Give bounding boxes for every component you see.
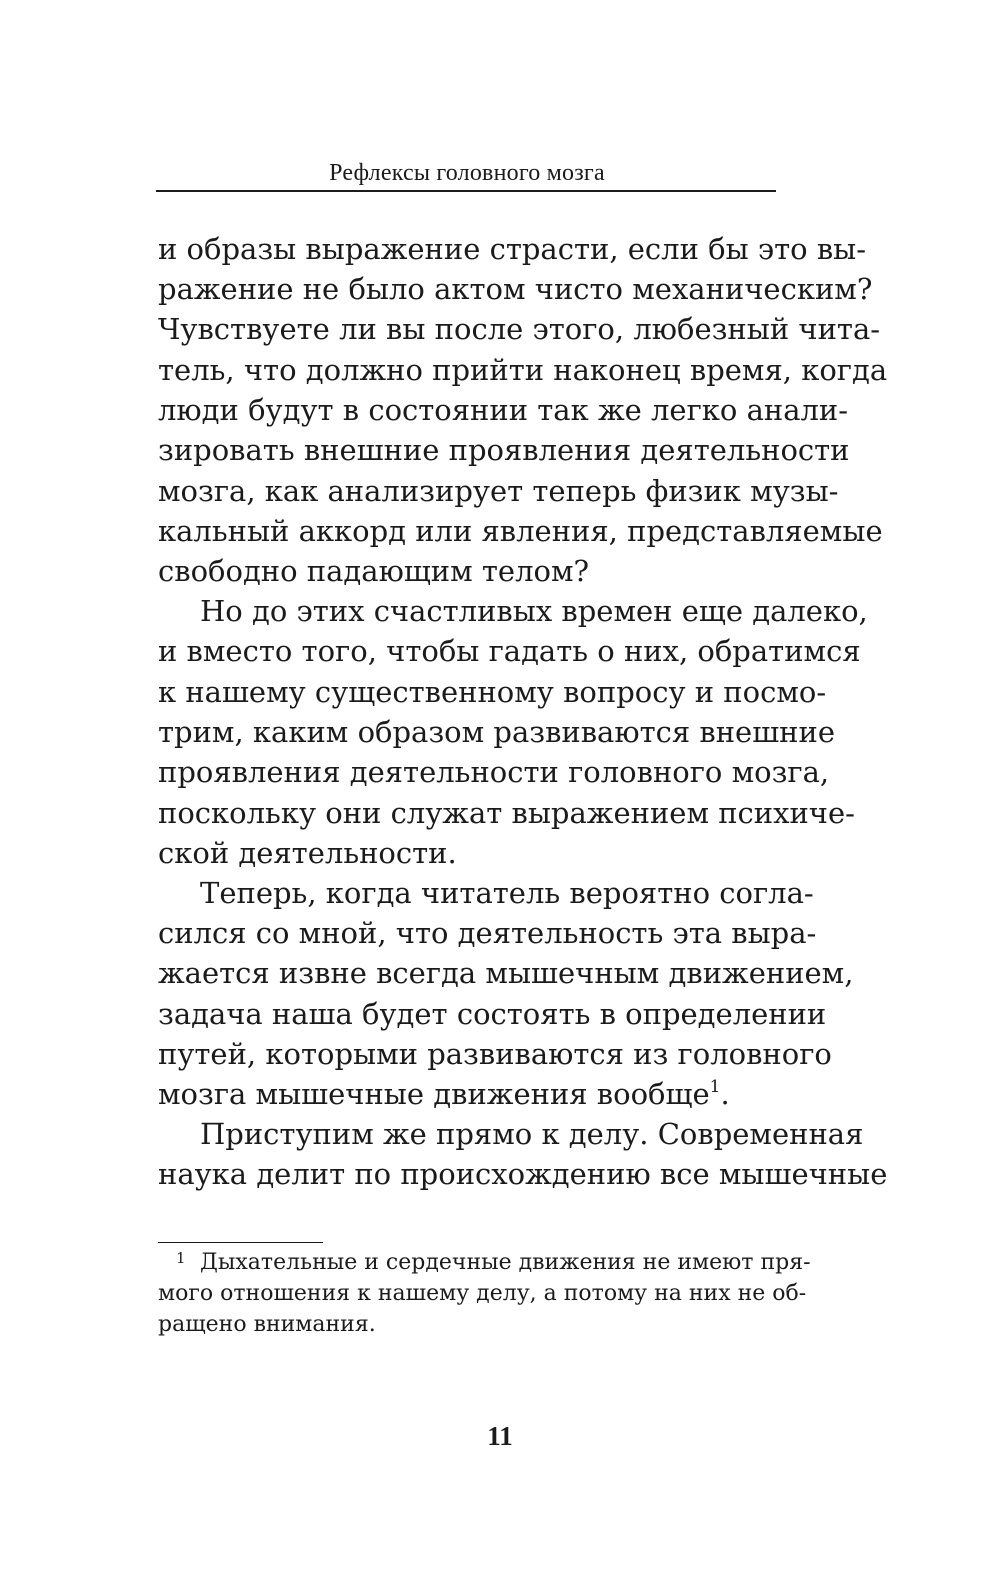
footnote-line: ращено внимания.: [158, 1312, 376, 1337]
text-line-with-footnote: [158, 1077, 776, 1111]
text-line: и вместо того, чтобы гадать о них, обратимся: [158, 634, 861, 668]
running-head: Рефлексы головного мозга: [329, 160, 605, 186]
footnote-rule: [158, 1242, 323, 1243]
text-line: тель, что должно прийти наконец время, когда: [158, 353, 888, 387]
text-line: зировать внешние проявления деятельности: [158, 433, 850, 467]
text-line: трим, каким образом развиваются внешние: [158, 715, 835, 749]
text-line-content: мозга мышечные движения вообще: [158, 1077, 710, 1111]
text-line: наука делит по происхождению все мышечные: [158, 1157, 888, 1191]
text-line: Приступим же прямо к делу. Современная: [200, 1117, 864, 1151]
text-line: кальный аккорд или явления, представляемые: [158, 514, 883, 548]
text-line: жается извне всегда мышечным движением,: [158, 956, 854, 990]
header-rule: [156, 190, 776, 192]
text-line: задача наша будет состоять в определении: [158, 997, 827, 1031]
text-line: поскольку они служат выражением психиче-: [158, 796, 855, 830]
text-line: путей, которыми развиваются из головного: [158, 1037, 832, 1071]
text-line: мозга, как анализирует теперь физик музы-: [158, 474, 839, 508]
footnote-reference: 1: [709, 1077, 721, 1097]
text-line: Но до этих счастливых времен еще далеко,: [200, 594, 868, 628]
text-line: к нашему существенному вопросу и посмо-: [158, 675, 827, 709]
text-line: Чувствуете ли вы после этого, любезный чита-: [158, 312, 881, 346]
page-number: 11: [487, 1421, 513, 1451]
text-line: свободно падающим телом?: [158, 554, 590, 588]
text-line: ражение не было актом чисто механическим?: [158, 272, 873, 306]
text-line: проявления деятельности головного мозга,: [158, 755, 830, 789]
sentence-period: .: [720, 1077, 730, 1111]
text-line: Теперь, когда читатель вероятно согла-: [200, 876, 814, 910]
text-line: люди будут в состоянии так же легко анали-: [158, 393, 849, 427]
footnote-line: мого отношения к нашему делу, а потому на них не об-: [158, 1281, 807, 1306]
text-line: ской деятельности.: [158, 836, 457, 870]
text-line: и образы выражение страсти, если бы это вы-: [158, 232, 867, 266]
footnote-mark: 1: [176, 1249, 186, 1267]
footnote-line: Дыхательные и сердечные движения не имеют пря-: [200, 1250, 811, 1275]
text-line: сился со мной, что деятельность эта выра-: [158, 916, 817, 950]
